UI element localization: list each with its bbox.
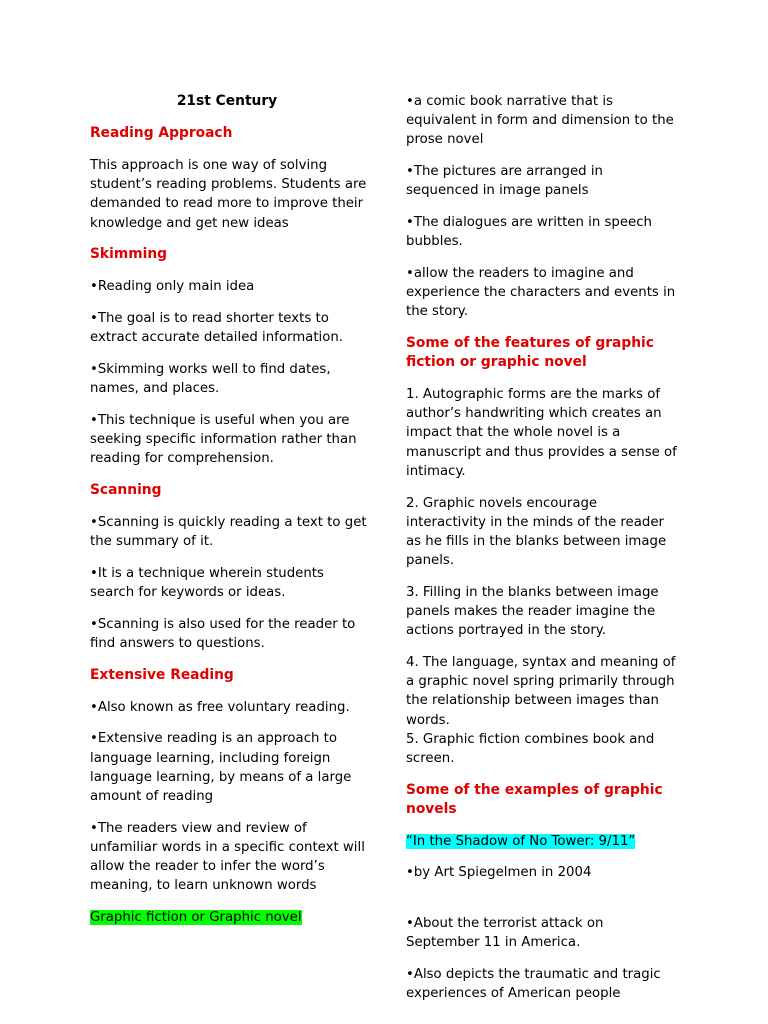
graphic-bullet: •The pictures are arranged in sequenced in image panels — [406, 164, 603, 199]
heading-extensive-reading: Extensive Reading — [90, 666, 234, 683]
feature-item: 3. Filling in the blanks between image panels makes the reader imagine the actions portrayed in the story. — [406, 584, 659, 639]
graphic-bullet: •The dialogues are written in speech bubbles. — [406, 215, 652, 250]
skimming-bullet: •Reading only main idea — [90, 279, 255, 295]
extensive-bullet: •The readers view and review of unfamiliar words in a specific context will allow the reader to infer the word’s meaning, to learn unknown words — [90, 820, 365, 894]
graphic-bullet: •a comic book narrative that is equivalent in form and dimension to the prose novel — [406, 94, 674, 148]
heading-reading-approach: Reading Approach — [90, 125, 233, 141]
example-bullet: •Also depicts the traumatic and tragic experiences of American people — [406, 966, 661, 1001]
document-title: 21st Century — [176, 93, 278, 109]
feature-item: 5. Graphic fiction combines book and screen. — [406, 731, 655, 766]
right-column — [406, 92, 678, 1015]
skimming-bullet: •The goal is to read shorter texts to extract accurate detailed information. — [90, 311, 344, 346]
heading-scanning: Scanning — [90, 481, 162, 498]
graphic-bullet: •allow the readers to imagine and experience the characters and events in the story. — [406, 265, 676, 320]
left-column — [90, 92, 368, 940]
example-book-title — [406, 832, 678, 851]
scanning-bullet: •Scanning is also used for the reader to find answers to questions. — [90, 616, 356, 651]
graphic-fiction-highlight: Graphic fiction or Graphic novel — [90, 909, 302, 925]
scanning-bullet: •It is a technique wherein students search for keywords or ideas. — [90, 565, 324, 601]
reading-approach-text: This approach is one way of solving student’s reading problems. Students are demanded to read more to improve their knowledge and get new ideas — [90, 158, 367, 231]
example-bullet: •About the terrorist attack on September 11 in America. — [406, 915, 604, 950]
skimming-bullet: •This technique is useful when you are seeking specific information rather than reading for comprehension. — [90, 412, 357, 467]
skimming-bullet: •Skimming works well to find dates, names, and places. — [90, 361, 331, 397]
graphic-fiction-heading — [90, 908, 368, 927]
feature-item: 4. The language, syntax and meaning of a graphic novel spring primarily through the relationship between images than words. — [406, 654, 676, 728]
feature-item: 2. Graphic novels encourage interactivity in the minds of the reader as he fills in the blanks between image panels. — [406, 495, 667, 569]
heading-features: Some of the features of graphic fiction or graphic novel — [406, 335, 654, 371]
scanning-bullet: •Scanning is quickly reading a text to get the summary of it. — [90, 514, 367, 550]
heading-skimming: Skimming — [90, 246, 168, 263]
extensive-bullet: •Also known as free voluntary reading. — [90, 699, 350, 715]
extensive-bullet: •Extensive reading is an approach to language learning, including foreign language learning, by means of a large amount of reading — [90, 731, 352, 804]
book-title-highlight: “In the Shadow of No Tower: 9/11” — [406, 833, 636, 849]
heading-examples: Some of the examples of graphic novels — [406, 781, 663, 817]
feature-item: 1. Autographic forms are the marks of author’s handwriting which creates an impact that the whole novel is a manuscript and thus provides a sense of intimacy. — [406, 387, 677, 479]
example-bullet: •by Art Spiegelmen in 2004 — [406, 865, 592, 881]
